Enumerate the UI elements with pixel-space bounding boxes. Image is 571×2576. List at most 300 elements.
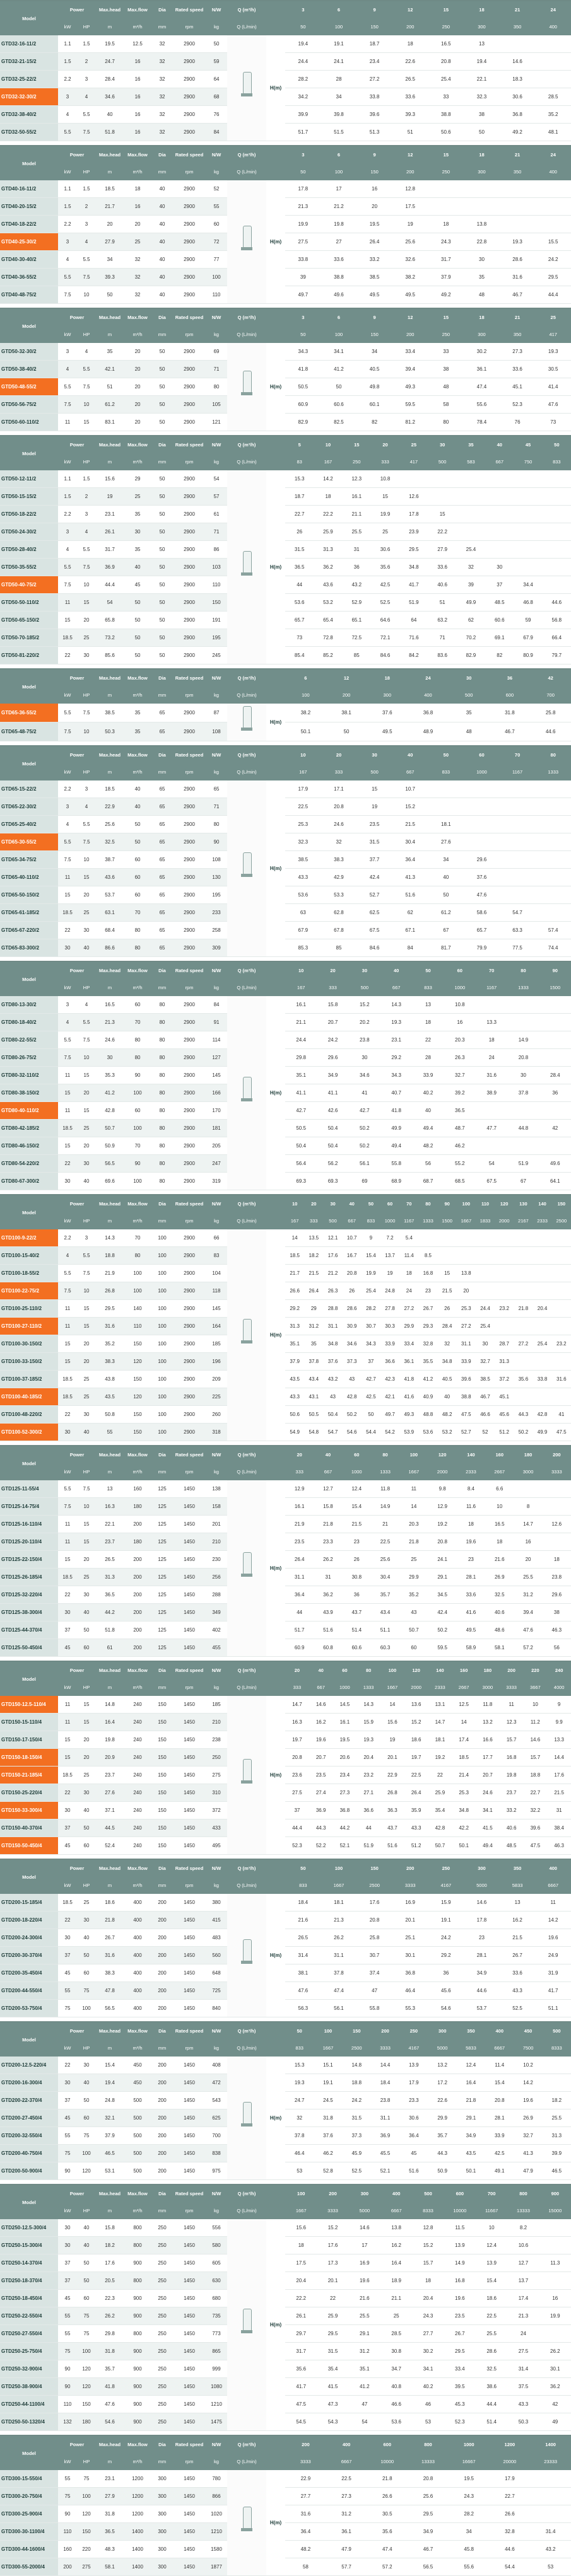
header-dia: Dia [151,436,173,453]
spec-nw: 408 [206,2057,227,2074]
pump-icon [240,2099,254,2130]
head-value: 28.4 [539,1067,571,1084]
header-row-bottom [0,763,571,780]
spec-hp: 150 [77,2396,96,2413]
head-value: 33.8 [285,251,321,269]
head-value: 19.6 [514,2092,542,2109]
head-label: H(m) [266,780,285,957]
head-value: 24.3 [412,2307,444,2325]
header-model: Model [0,146,58,180]
header-q-lmin: 4000 [547,1679,571,1696]
spec-kw: 55 [58,2127,77,2145]
head-value: 47.3 [317,2396,348,2413]
spec-flow: 70 [124,904,151,922]
head-value: 13.1 [428,1696,452,1714]
header-nw-unit: kg [206,1679,227,1696]
head-value: 38.8 [457,1388,476,1406]
spec-kw: 3 [58,88,77,106]
head-value [533,1353,551,1371]
header-max-flow: Max.flow [124,1662,151,1679]
head-value: 53.2 [438,1424,457,1441]
head-value: 17.8 [285,180,321,198]
spec-head: 21.3 [96,1014,124,1031]
spec-flow: 20 [124,216,151,233]
head-value: 9 [362,1229,380,1247]
head-value: 31.4 [530,2523,571,2541]
spec-nw: 71 [206,523,227,541]
head-value: 84.2 [399,647,428,664]
head-value: 31.2 [514,1586,542,1604]
spec-kw: 5.5 [58,124,77,141]
table-row [0,1569,571,1586]
spec-head: 31.6 [96,1318,124,1335]
spec-hp: 15 [77,1067,96,1084]
spec-rpm: 2900 [173,1049,206,1067]
head-value: 16.8 [500,1749,524,1767]
table-row [0,1229,571,1247]
spec-head: 39.3 [96,269,124,286]
head-value: 44.6 [543,594,571,612]
table-row [0,559,571,576]
head-label: H(m) [266,1696,285,1855]
spec-head: 50.3 [96,722,124,741]
head-value: 46.2 [314,2145,342,2162]
header-flow-unit: m³/h [124,1679,151,1696]
spec-dia: 150 [151,1767,173,1784]
header-q-lmin: 500 [349,979,380,996]
spec-dia: 40 [151,216,173,233]
head-value: 31.4 [285,1947,321,1964]
spec-dia: 125 [151,1480,173,1498]
header-q-m3h: 160 [452,1662,476,1679]
spec-flow: 110 [124,1318,151,1335]
head-value: 54.4 [490,2558,531,2576]
head-value [514,523,542,541]
head-value: 30.6 [371,541,399,559]
table-row [0,1282,571,1300]
spec-hp: 5.5 [77,1247,96,1265]
head-value: 18.6 [476,2290,507,2307]
pump-icon [240,2504,254,2534]
spec-flow: 60 [124,996,151,1014]
spec-hp: 20 [77,1353,96,1371]
head-value [533,1282,551,1300]
spec-nw: 90 [206,833,227,851]
spec-kw: 4 [58,1247,77,1265]
table-row [0,2057,571,2074]
spec-dia: 150 [151,1731,173,1749]
model-cell: GTD250-32-900/4 [0,2360,58,2378]
head-value: 28 [412,1049,444,1067]
header-row-top [0,309,571,326]
header-q-lmin: 3333 [500,1679,524,1696]
head-value: 22.8 [464,233,500,251]
head-value: 84 [392,939,428,957]
head-value: 13.9 [476,2254,507,2272]
head-value: 50.5 [285,378,321,396]
head-value: 67.9 [285,922,321,939]
head-value: 28.7 [495,1335,514,1353]
table-row [0,833,571,851]
spec-hp: 40 [77,2237,96,2254]
spec-section [0,1661,571,1855]
head-value: 39.6 [524,1819,548,1837]
header-q-lmin-label: Q (L/min) [227,1877,266,1894]
head-value: 30.4 [371,1569,399,1586]
head-value [535,851,571,869]
spec-nw: 77 [206,251,227,269]
spec-section [0,668,571,741]
head-value: 65.1 [343,612,371,629]
spec-hp: 60 [77,1837,96,1855]
head-value: 70.2 [457,629,485,647]
head-value: 45.8 [449,2541,490,2558]
spec-hp: 5.5 [77,541,96,559]
header-rated-speed: Rated speed [173,1446,206,1463]
head-value: 19.4 [285,35,321,53]
head-value: 19.9 [285,216,321,233]
head-value: 38.5 [285,851,321,869]
spec-hp: 4 [77,996,96,1014]
head-value: 18 [476,1031,507,1049]
head-value: 47.5 [552,1424,571,1441]
head-value: 16.1 [285,996,317,1014]
spec-flow: 50 [124,612,151,629]
head-value: 16 [356,180,392,198]
model-cell: GTD65-15-22/2 [0,780,58,798]
head-value [552,1318,571,1335]
head-value: 25.9 [428,1784,452,1802]
head-value: 36.8 [333,1802,357,1819]
head-value: 34.1 [412,2360,444,2378]
head-value [539,996,571,1014]
header-q-m3h-label: Q (m³/h) [227,2185,266,2202]
header-q-m3h-label: Q (m³/h) [227,2436,266,2453]
head-value: 50.5 [304,1406,323,1424]
header-q-lmin: 250 [343,453,371,470]
head-value [514,1229,533,1247]
head-value: 25 [399,1551,428,1569]
spec-nw: 64 [206,71,227,88]
spec-kw: 1.1 [58,35,77,53]
header-spacer [266,962,285,996]
header-model: Model [0,1195,58,1229]
spec-dia: 40 [151,233,173,251]
model-cell: GTD80-32-110/2 [0,1067,58,1084]
spec-dia: 50 [151,414,173,431]
head-value: 20.4 [412,2290,444,2307]
header-q-lmin: 3333 [543,1463,571,1480]
spec-rpm: 2900 [173,939,206,957]
header-spacer [266,1195,285,1229]
spec-flow: 150 [124,1424,151,1441]
head-value: 26.6 [285,1282,304,1300]
head-value: 37 [362,1353,380,1371]
spec-dia: 80 [151,1049,173,1067]
spec-head: 61.2 [96,396,124,414]
spec-flow: 60 [124,869,151,886]
header-q-lmin: 4167 [428,1877,464,1894]
header-row-top [0,746,571,763]
spec-hp: 20 [77,886,96,904]
head-value: 69.3 [285,1173,317,1190]
header-q-m3h: 70 [399,1195,418,1212]
header-q-lmin: 250 [428,163,464,180]
header-q-m3h: 70 [500,746,536,763]
spec-rpm: 2900 [173,198,206,216]
spec-kw: 1.1 [58,180,77,198]
head-value: 13.9 [399,2057,428,2074]
spec-flow: 800 [124,2272,151,2290]
header-nw: N/W [206,962,227,979]
spec-rpm: 1450 [173,2488,206,2505]
model-cell: GTD65-36-55/2 [0,704,58,722]
spec-rpm: 1450 [173,1551,206,1569]
header-hp: HP [77,18,96,35]
header-q-m3h: 140 [533,1195,551,1212]
header-nw: N/W [206,1662,227,1679]
spec-flow: 16 [124,88,151,106]
spec-hp: 4 [77,88,96,106]
header-model: Model [0,962,58,996]
head-value: 16.6 [476,1731,500,1749]
spec-head: 47.6 [96,2396,124,2413]
head-value: 33.6 [428,559,457,576]
spec-head: 69.6 [96,1173,124,1190]
head-value: 37.8 [285,2127,314,2145]
head-value: 60.6 [485,612,514,629]
spec-nw: 648 [206,1964,227,1982]
head-value: 31.3 [285,1318,304,1335]
spec-head: 21.8 [96,1912,124,1929]
head-value [535,198,571,216]
head-value [500,35,536,53]
spec-rpm: 1450 [173,1731,206,1749]
spec-dia: 50 [151,488,173,506]
head-value: 63 [285,904,321,922]
spec-hp: 7.5 [77,269,96,286]
head-value: 41.2 [418,1371,437,1388]
model-cell: GTD250-27-550/4 [0,2325,58,2343]
spec-nw: 110 [206,576,227,594]
head-value [552,1247,571,1265]
head-value: 18 [399,1265,418,1282]
spec-dia: 125 [151,1516,173,1533]
spec-kw: 30 [58,1604,77,1622]
head-value: 20.1 [317,2272,348,2290]
head-value: 10.7 [392,780,428,798]
spec-rpm: 2900 [173,1173,206,1190]
head-value: 41.5 [317,2378,348,2396]
head-value: 49.4 [380,1137,412,1155]
spec-head: 58.1 [96,2558,124,2576]
head-value: 31 [547,1802,571,1819]
header-q-lmin: 300 [464,163,500,180]
head-value: 42.1 [380,1388,399,1406]
head-value: 79.9 [464,939,500,957]
spec-flow: 800 [124,2219,151,2237]
spec-hp: 25 [77,1120,96,1137]
spec-rpm: 2900 [173,594,206,612]
head-value: 21.5 [343,1516,371,1533]
header-row-top [0,436,571,453]
spec-kw: 110 [58,2523,77,2541]
spec-kw: 30 [58,1802,77,1819]
model-cell: GTD100-52-300/2 [0,1424,58,1441]
model-cell: GTD65-30-55/2 [0,833,58,851]
head-value: 40.2 [412,1084,444,1102]
head-value: 31.8 [490,704,531,722]
spec-rpm: 1450 [173,2162,206,2180]
spec-rpm: 1450 [173,1819,206,1837]
head-value: 69.1 [485,629,514,647]
spec-rpm: 2900 [173,88,206,106]
table-row [0,2290,571,2307]
header-nw: N/W [206,2185,227,2202]
head-value: 30.1 [392,1947,428,1964]
header-q-m3h: 10 [285,746,321,763]
spec-flow: 90 [124,1067,151,1084]
header-q-lmin: 833 [428,763,464,780]
header-q-lmin: 167 [285,979,317,996]
head-value: 68.9 [380,1173,412,1190]
header-q-lmin: 83 [285,453,314,470]
spec-head: 18.2 [96,2237,124,2254]
head-value: 25.5 [343,523,371,541]
head-value: 19.5 [333,1731,357,1749]
spec-flow: 500 [124,2109,151,2127]
head-value: 85 [343,647,371,664]
spec-head: 14.8 [96,1696,124,1714]
table-row [0,106,571,124]
header-power: Power [58,1195,96,1212]
head-value: 10 [485,1498,514,1516]
head-value: 14.2 [514,2074,542,2092]
head-value: 57.4 [535,922,571,939]
header-q-lmin: 1000 [343,1463,371,1480]
head-value: 27.5 [285,1784,309,1802]
head-value [507,1014,539,1031]
head-value [399,470,428,488]
spec-flow: 50 [124,816,151,833]
head-value: 51.9 [507,1155,539,1173]
header-row-top [0,1195,571,1212]
header-q-lmin: 1667 [285,2202,317,2219]
spec-nw: 110 [206,286,227,304]
header-q-m3h: 110 [476,1195,495,1212]
head-value: 43.7 [380,1819,404,1837]
head-value: 29.1 [428,1569,457,1586]
spec-rpm: 2900 [173,798,206,816]
spec-dia: 150 [151,1819,173,1837]
header-rated-speed: Rated speed [173,2185,206,2202]
pump-icon [240,368,254,398]
head-value: 26.9 [514,2109,542,2127]
header-q-m3h: 50 [285,2022,314,2039]
head-value [485,541,514,559]
head-value: 18.6 [404,1731,428,1749]
spec-flow: 35 [124,541,151,559]
head-value: 35 [464,269,500,286]
head-value: 33.6 [457,1586,485,1604]
spec-kw: 22 [58,1586,77,1604]
header-q-lmin-label: Q (L/min) [227,2453,266,2470]
head-value: 19.1 [321,35,357,53]
spec-hp: 30 [77,1784,96,1802]
head-value: 14.2 [314,470,342,488]
spec-kw: 7.5 [58,396,77,414]
spec-flow: 240 [124,1767,151,1784]
spec-nw: 150 [206,594,227,612]
head-value: 18.8 [524,1767,548,1784]
head-value: 44.4 [476,2396,507,2413]
header-q-lmin: 300 [464,18,500,35]
header-q-lmin: 2333 [428,1679,452,1696]
table-row [0,904,571,922]
header-q-lmin: 333 [371,453,399,470]
head-value: 46.4 [285,2145,314,2162]
model-cell: GTD100-30-150/2 [0,1335,58,1353]
head-value: 47.5 [285,2396,317,2413]
header-head-unit: m [96,2453,124,2470]
spec-rpm: 2900 [173,816,206,833]
head-value: 36.4 [285,2523,326,2541]
spec-hp: 5.5 [77,361,96,378]
head-value: 68.7 [412,1173,444,1190]
spec-dia: 100 [151,1424,173,1441]
head-value: 22.5 [476,2307,507,2325]
header-rpm-unit: rpm [173,163,206,180]
spec-head: 51 [96,378,124,396]
head-value [543,470,571,488]
head-value: 52.7 [356,886,392,904]
head-value: 19 [380,1731,404,1749]
spec-head: 53.7 [96,886,124,904]
head-value: 24.2 [343,2092,371,2109]
head-value: 31 [343,541,371,559]
spec-rpm: 1450 [173,2127,206,2145]
header-q-lmin: 10000 [444,2202,476,2219]
head-value: 14.6 [524,1731,548,1749]
spec-dia: 100 [151,1388,173,1406]
table-row [0,2092,571,2109]
head-value [464,833,500,851]
spec-head: 37.1 [96,1802,124,1819]
header-q-lmin: 500 [449,687,490,704]
head-value [457,488,485,506]
header-q-lmin: 3667 [524,1679,548,1696]
spec-dia: 65 [151,833,173,851]
head-value: 19.2 [428,1749,452,1767]
spec-dia: 50 [151,629,173,647]
header-q-lmin: 833 [362,1212,380,1229]
head-value: 39.4 [514,1604,542,1622]
head-value [476,1265,495,1282]
head-value [543,2057,571,2074]
spec-dia: 100 [151,1371,173,1388]
spec-hp: 2 [77,198,96,216]
head-value: 17.1 [321,780,357,798]
spec-rpm: 1450 [173,1837,206,1855]
header-row-bottom [0,1877,571,1894]
spec-hp: 15 [77,1102,96,1120]
head-value: 31.1 [321,1947,357,1964]
spec-kw: 11 [58,1516,77,1533]
head-value: 38.6 [476,2378,507,2396]
header-flow-unit: m³/h [124,979,151,996]
model-cell: GTD200-24-300/4 [0,1929,58,1947]
spec-dia: 200 [151,2145,173,2162]
